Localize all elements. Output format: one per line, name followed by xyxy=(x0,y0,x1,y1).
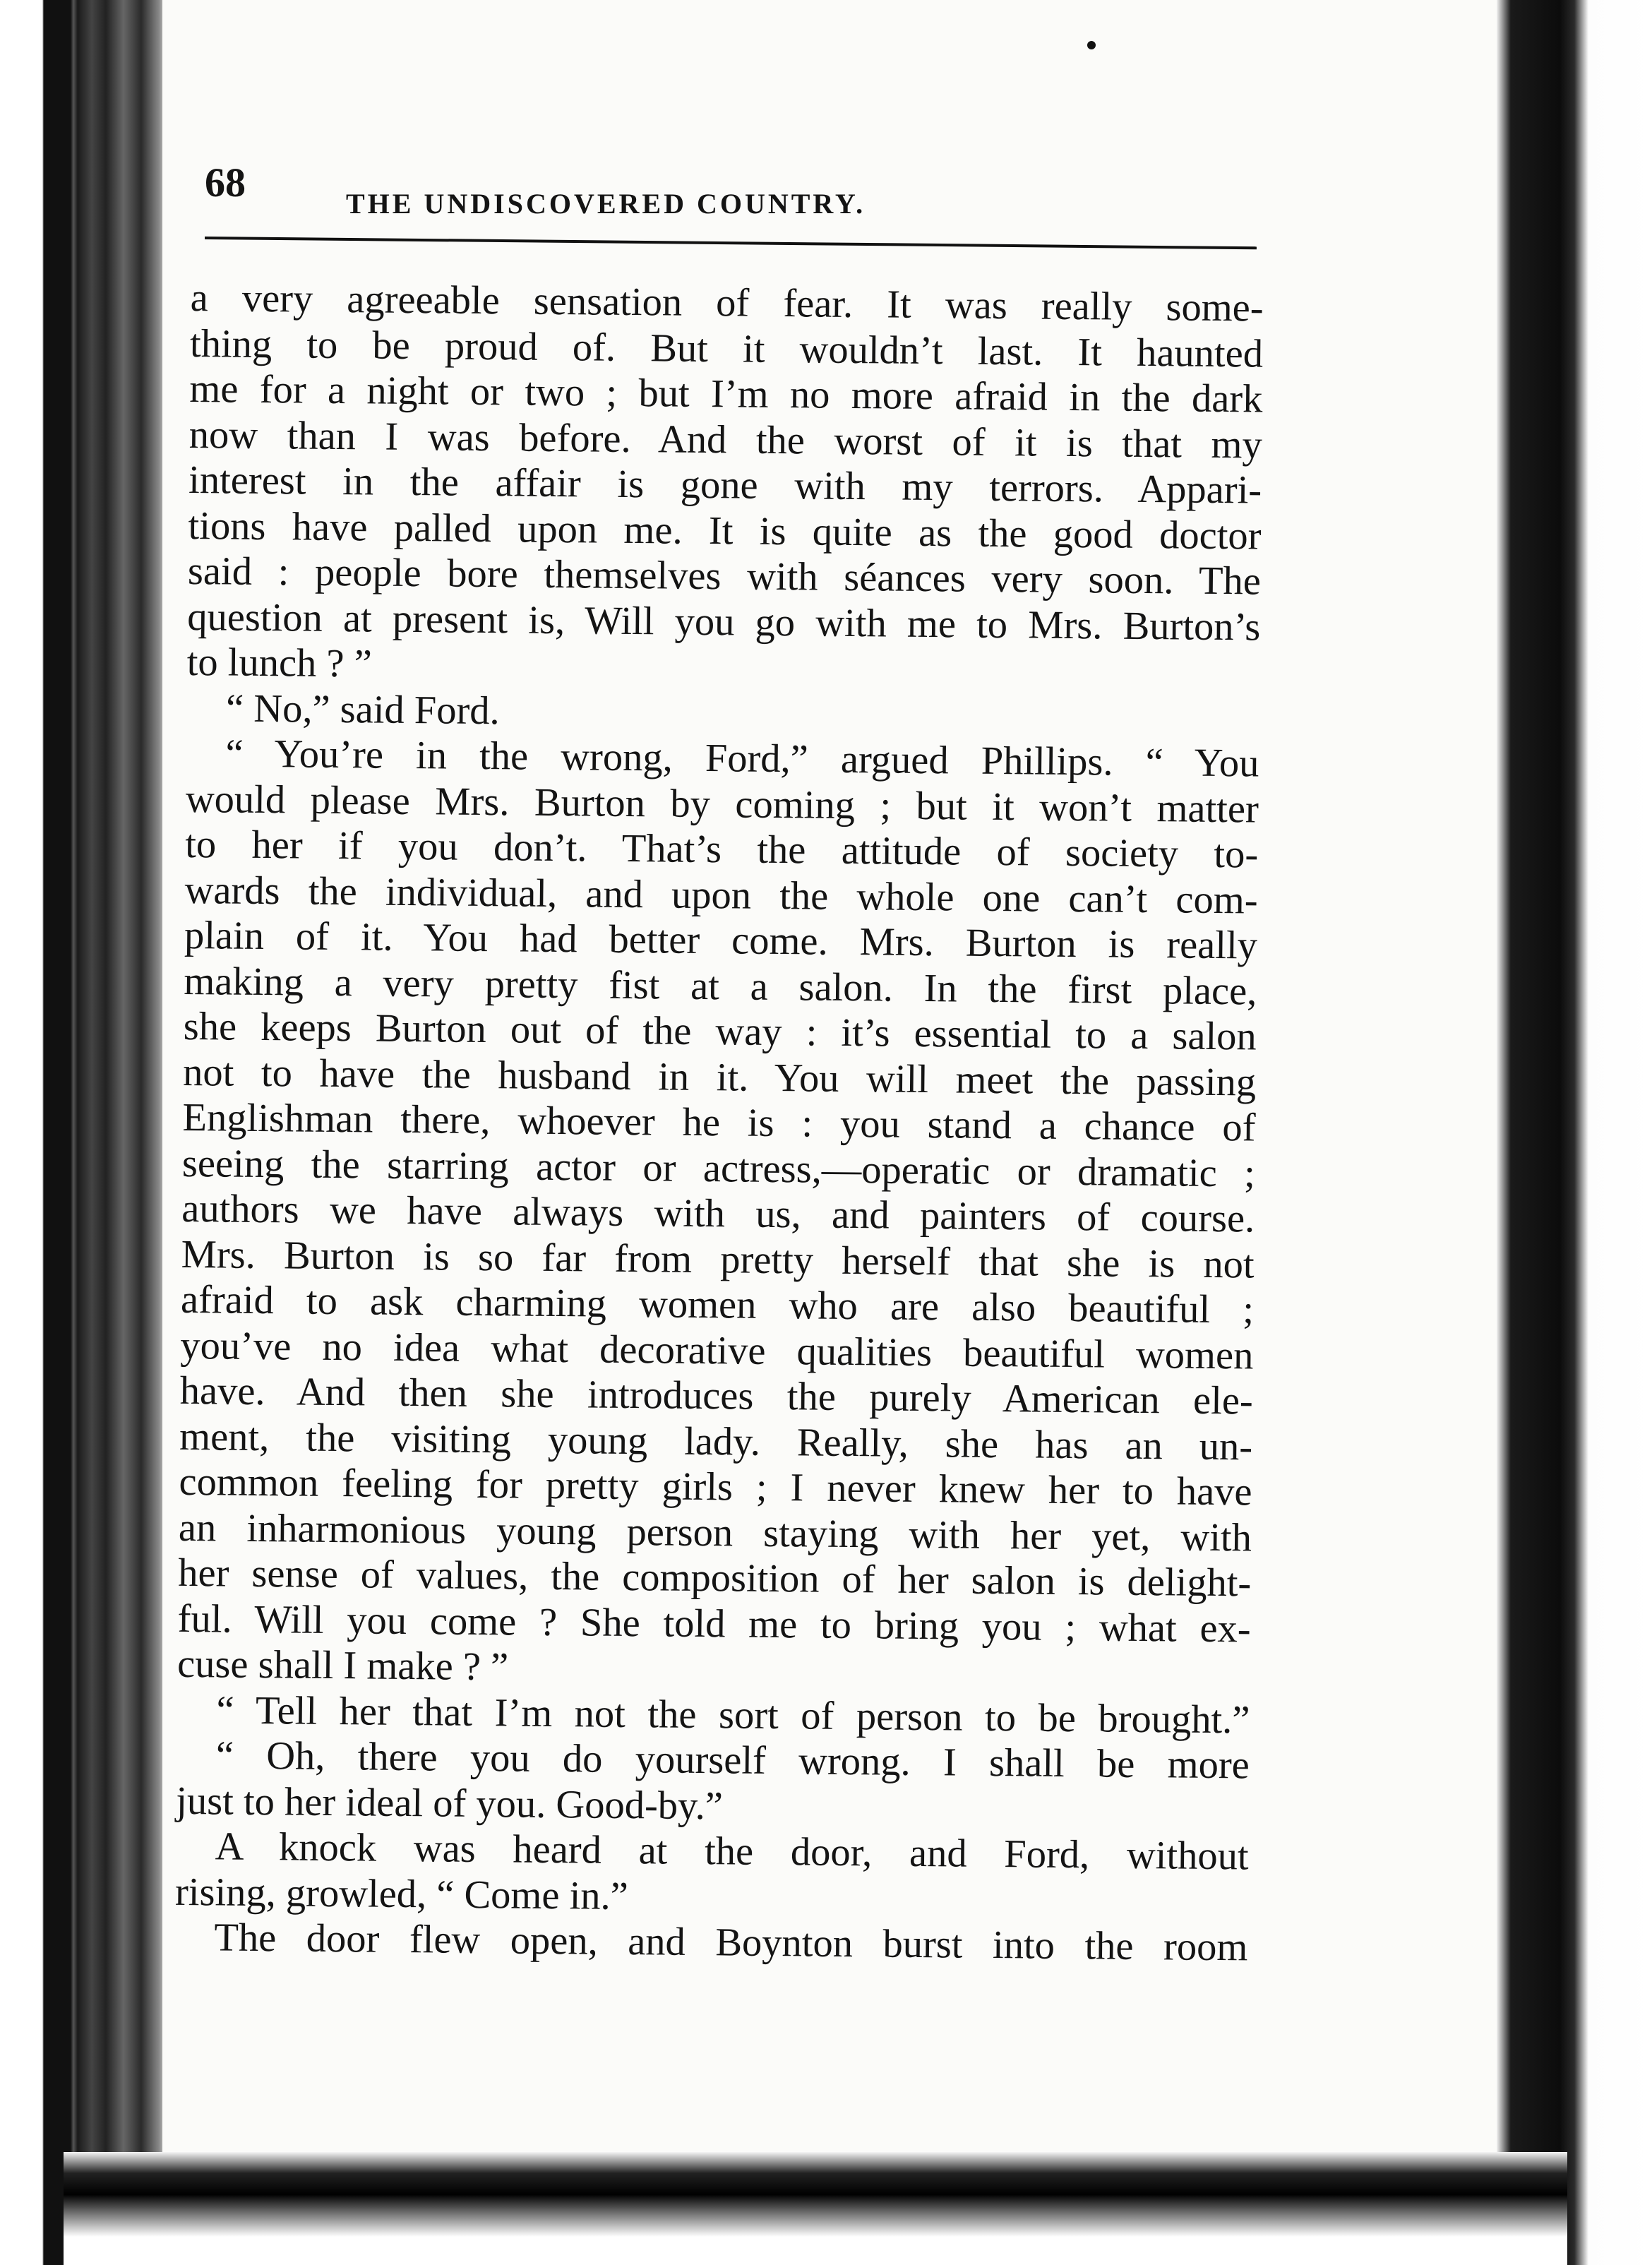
text-line: Englishman there, whoever he is : you stand a chance of xyxy=(182,1095,1256,1150)
text-line: rising, growled, “ Come in.” xyxy=(174,1870,629,1918)
text-line: me for a night or two ; but I’m no more afraid in the dark xyxy=(189,366,1263,422)
text-line: “ Tell her that I’m not the sort of person to be brought.” xyxy=(216,1687,1250,1742)
text-line: seeing the starring actor or actress,—operatic or dramatic ; xyxy=(181,1141,1256,1196)
text-line: to her if you don’t. That’s the attitude of society to- xyxy=(184,822,1259,877)
text-line: afraid to ask charming women who are also beautiful ; xyxy=(180,1277,1255,1332)
text-line: ful. Will you come ? She told me to bring you ; what ex- xyxy=(177,1596,1251,1651)
text-line: wards the individual, and upon the whole one can’t com- xyxy=(184,868,1258,923)
running-head xyxy=(205,159,1207,220)
text-line: her sense of values, the composition of her salon is delight- xyxy=(178,1550,1252,1606)
text-line: have. And then she introduces the purely American ele- xyxy=(179,1368,1254,1423)
text-line: making a very pretty fist at a salon. In the first place, xyxy=(184,959,1257,1014)
text-line: tions have palled upon me. It is quite as the good doctor xyxy=(188,503,1262,558)
running-title: THE UNDISCOVERED COUNTRY. xyxy=(346,188,866,220)
text-line: would please Mrs. Burton by coming ; but it won’t matter xyxy=(185,777,1259,832)
body-text xyxy=(174,275,1264,1971)
text-line: she keeps Burton out of the way : it’s essential to a salon xyxy=(183,1004,1257,1059)
text-line: Mrs. Burton is so far from pretty herself that she is not xyxy=(181,1232,1255,1287)
text-line: thing to be proud of. But it wouldn’t last. It haunted xyxy=(189,321,1264,376)
text-line: “ Oh, there you do yourself wrong. I shall be more xyxy=(215,1733,1250,1788)
text-line: said : people bore themselves with séances very soon. The xyxy=(187,549,1262,604)
text-line: a very agreeable sensation of fear. It was really some- xyxy=(190,275,1264,330)
text-line: not to have the husband in it. You will meet the passing xyxy=(182,1050,1257,1105)
text-line: common feeling for pretty girls ; I never knew her to have xyxy=(179,1459,1252,1514)
text-line: The door flew open, and Boynton burst into the room xyxy=(214,1916,1248,1970)
text-line: you’ve no idea what decorative qualities beautiful women xyxy=(180,1323,1254,1378)
book-bottom-edge xyxy=(64,2152,1567,2265)
text-line: to lunch ? ” xyxy=(186,640,373,686)
book-binding-edge xyxy=(0,0,169,2265)
text-line: ment, the visiting young lady. Really, she has an un- xyxy=(179,1414,1253,1469)
text-line: just to her ideal of you. Good-by.” xyxy=(175,1779,724,1828)
ink-speck xyxy=(1087,41,1096,49)
text-line: question at present is, Will you go with me to Mrs. Burton’s xyxy=(187,594,1261,650)
text-line: interest in the affair is gone with my terrors. Appari- xyxy=(188,458,1262,513)
text-line: A knock was heard at the door, and Ford, without xyxy=(215,1824,1249,1879)
text-line: now than I was before. And the worst of it is that my xyxy=(188,412,1263,467)
text-line: “ You’re in the wrong, Ford,” argued Phillips. “ You xyxy=(225,731,1259,786)
book-right-edge xyxy=(1497,0,1652,2265)
text-line: plain of it. You had better come. Mrs. Burton is really xyxy=(184,913,1258,968)
page-number: 68 xyxy=(205,160,246,205)
text-line: authors we have always with us, and painters of course. xyxy=(181,1186,1255,1241)
text-line: cuse shall I make ? ” xyxy=(176,1642,509,1690)
text-line: “ No,” said Ford. xyxy=(225,686,500,733)
text-line: an inharmonious young person staying with her yet, with xyxy=(178,1505,1252,1560)
